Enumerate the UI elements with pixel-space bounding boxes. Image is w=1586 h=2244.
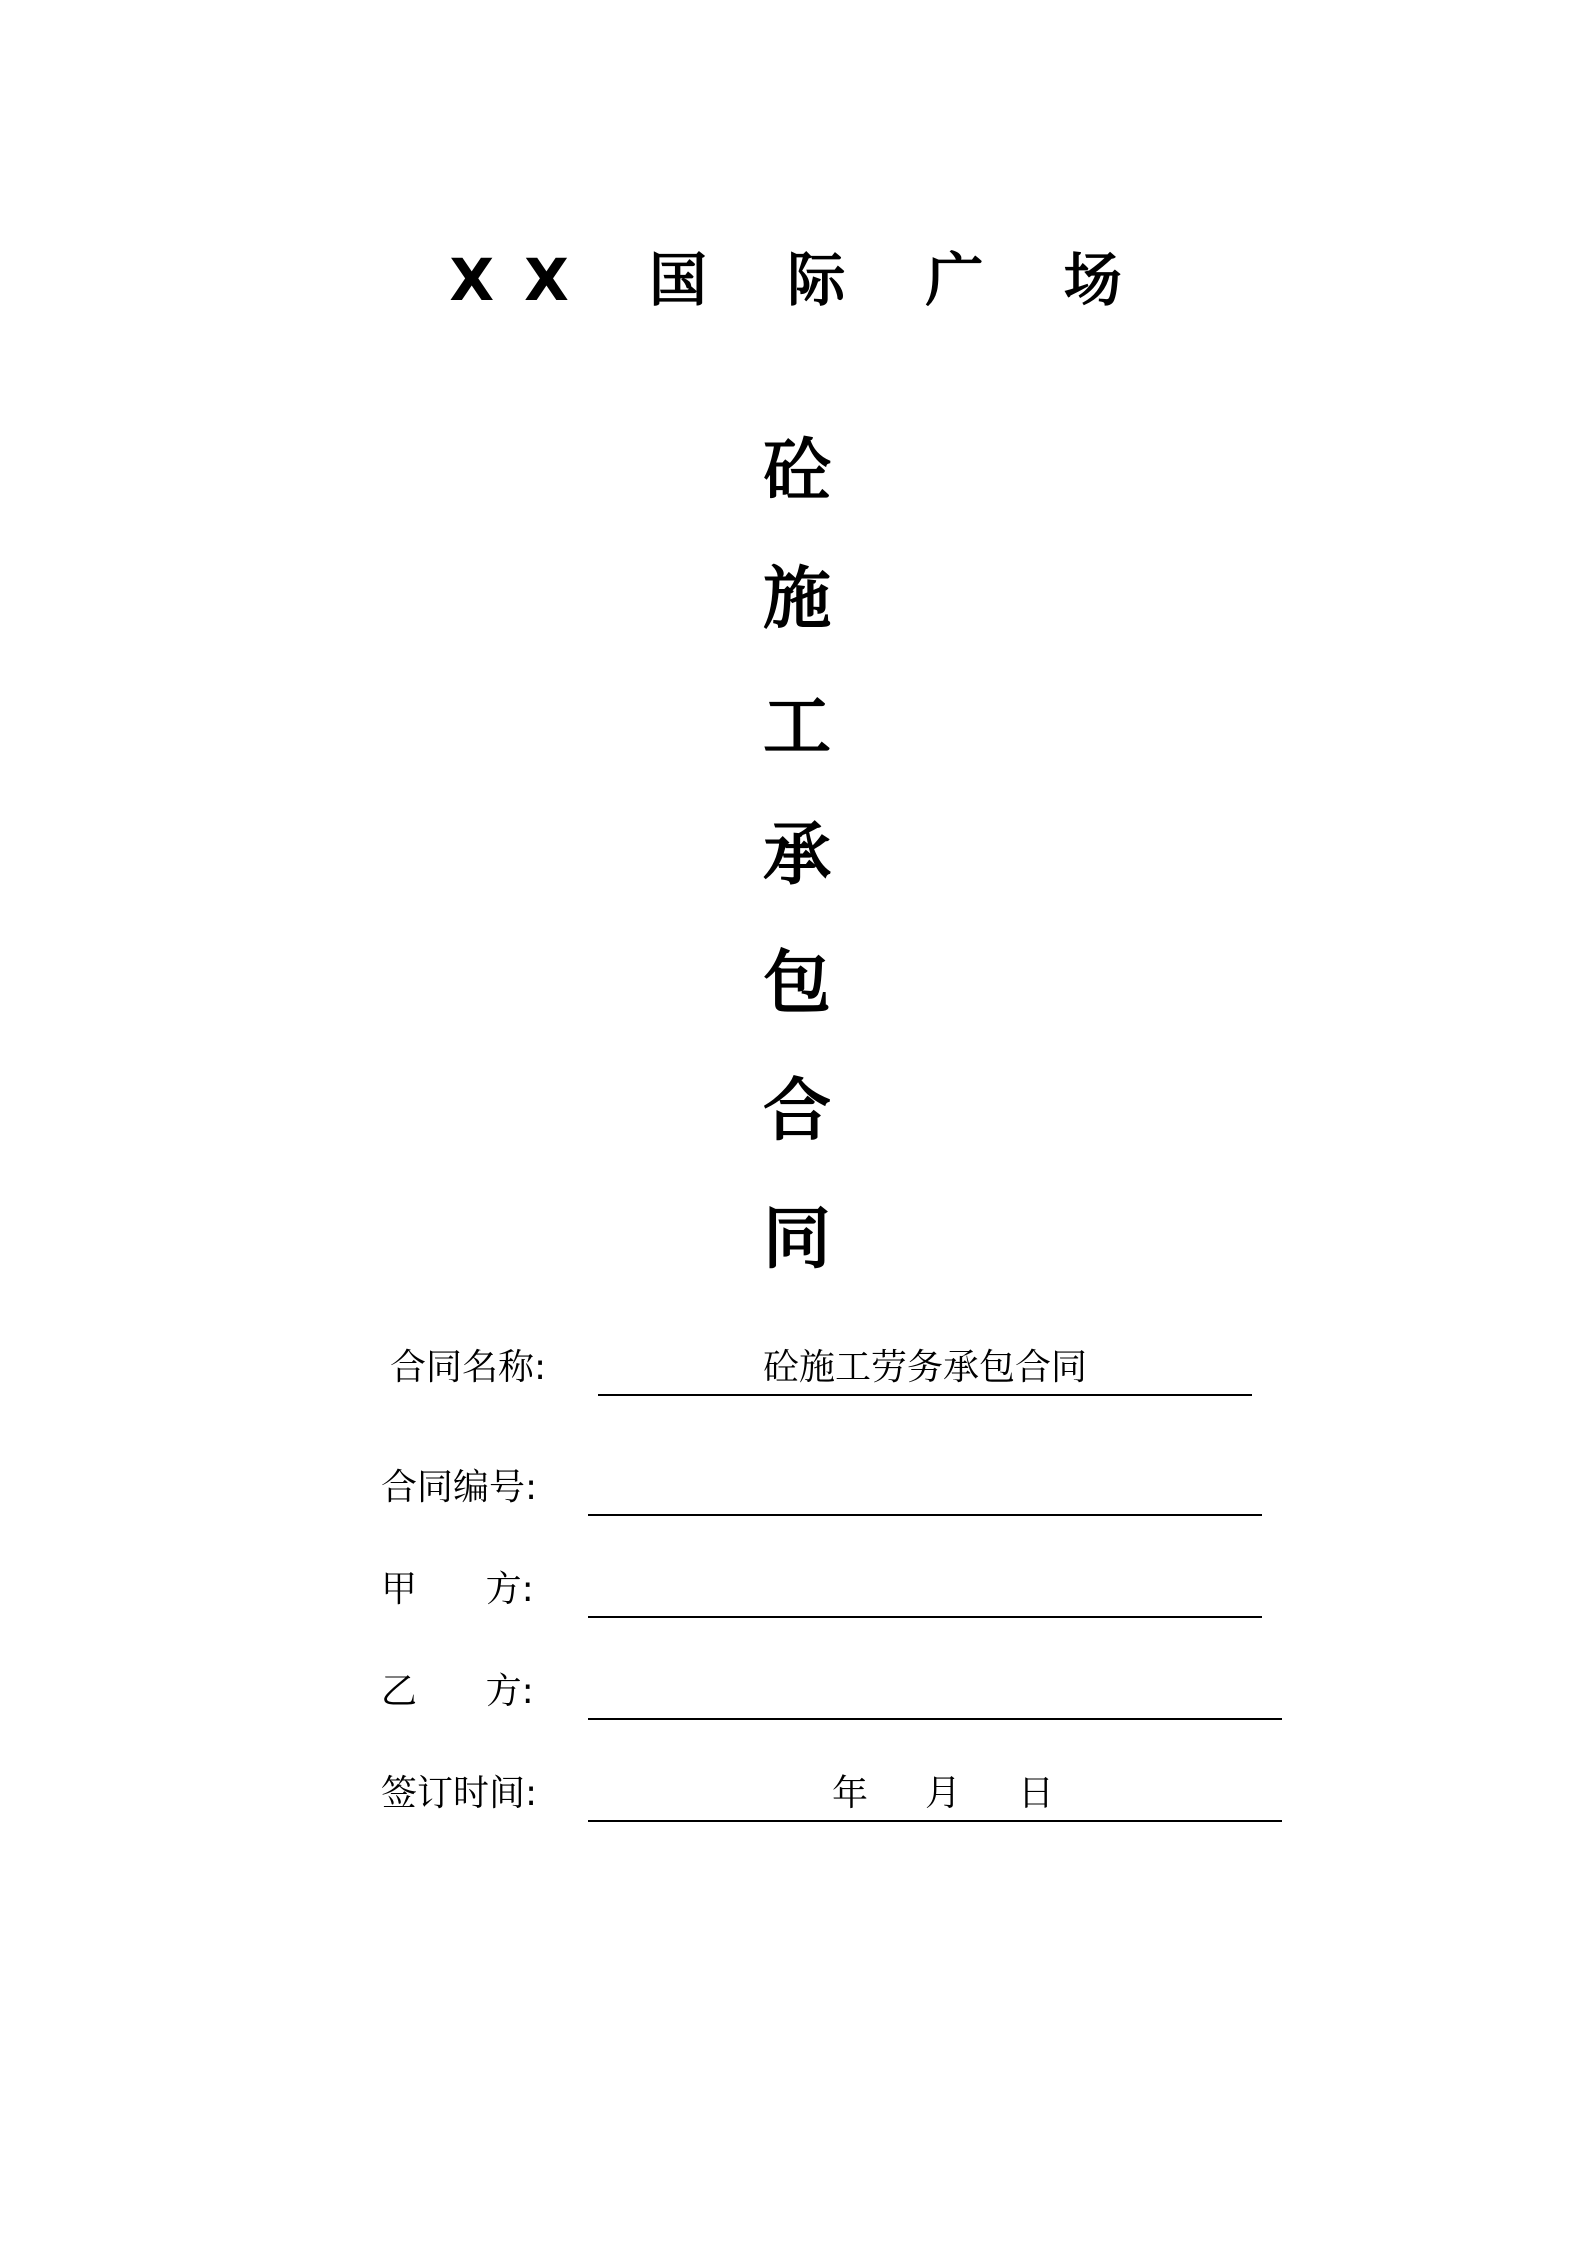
page-title: XX 国 际 广 场 (449, 246, 1152, 314)
contract-name-label: 合同名称: (390, 1347, 547, 1388)
cover-title-char-7: 同 (762, 1200, 831, 1279)
party-b-line (588, 1718, 1282, 1720)
contract-name-value: 砼施工劳务承包合同 (762, 1347, 1087, 1388)
sign-date-line (588, 1820, 1282, 1822)
contract-name-line (598, 1394, 1252, 1396)
cover-title-char-6: 合 (762, 1072, 831, 1151)
party-b-label: 乙 方: (381, 1671, 534, 1712)
sign-date-label: 签订时间: (381, 1773, 538, 1814)
cover-title-char-2: 施 (762, 560, 831, 639)
sign-date-day: 日 (1018, 1773, 1055, 1814)
cover-title-char-1: 砼 (762, 432, 831, 511)
party-a-label: 甲 方: (381, 1569, 534, 1610)
cover-title-char-3: 工 (762, 688, 831, 767)
party-a-line (588, 1616, 1262, 1618)
cover-title-char-5: 包 (762, 944, 831, 1023)
contract-no-label: 合同编号: (381, 1467, 538, 1508)
sign-date-month: 月 (925, 1773, 962, 1814)
cover-title-char-4: 承 (762, 816, 831, 895)
contract-no-line (588, 1514, 1262, 1516)
sign-date-year: 年 (832, 1773, 869, 1814)
